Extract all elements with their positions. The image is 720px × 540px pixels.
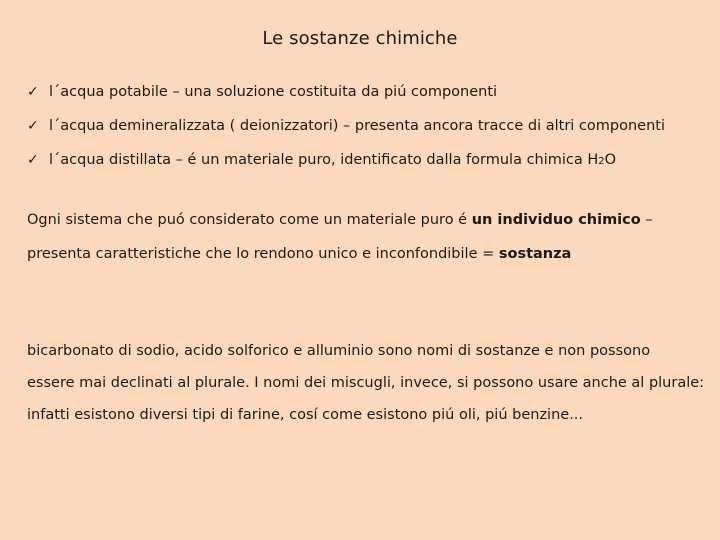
text-bold: sostanza [498,246,572,262]
bullet-text-after: O [604,152,617,168]
bullet-text-before: l´acqua distillata – é un materiale puro, identificato dalla formula chimica H [49,152,599,168]
paragraph-line [27,246,707,280]
check-icon: ✓ [27,152,39,168]
list-item [27,118,707,152]
paragraph-examples [27,343,707,439]
bullet-text: l´acqua demineralizzata ( deionizzatori) – presenta ancora tracce di altri componenti [49,118,665,134]
check-icon: ✓ [27,118,39,134]
bullet-list [27,84,707,186]
text-plain: – [640,212,653,228]
list-item [27,152,707,186]
text-plain: Ogni sistema che puó considerato come un materiale puro é [27,212,472,228]
bullet-text: l´acqua potabile – una soluzione costituita da piú componenti [49,84,498,100]
text-bold: un individuo chimico [471,212,641,228]
text-plain: presenta caratteristiche che lo rendono unico e inconfondibile = [27,246,499,262]
formula-subscript: 2 [598,156,605,167]
check-icon: ✓ [27,84,39,100]
bullet-text [49,152,616,168]
paragraph-line: bicarbonato di sodio, acido solforico e alluminio sono nomi di sostanze e non possono [27,343,651,359]
paragraph-line: infatti esistono diversi tipi di farine, cosí come esistono piú oli, piú benzine... [27,407,584,423]
paragraph-definition [27,212,707,280]
paragraph-line [27,212,707,246]
page-title: Le sostanze chimiche [262,28,458,49]
list-item [27,84,707,118]
paragraph-line: essere mai declinati al plurale. I nomi dei miscugli, invece, si possono usare anche al plurale: [27,375,705,391]
